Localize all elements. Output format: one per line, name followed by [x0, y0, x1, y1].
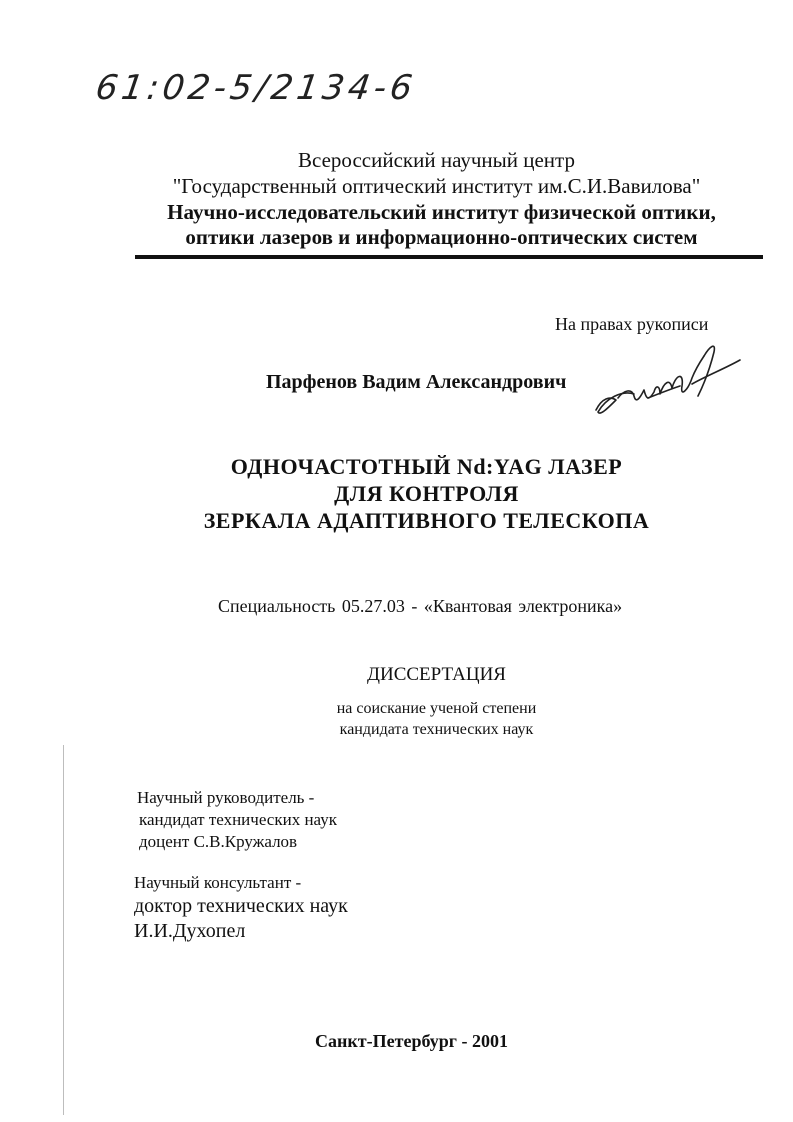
specialty-line: Специальность 05.27.03 - «Квантовая электроника»	[218, 596, 623, 616]
institute-name-line-2: оптики лазеров и информационно-оптических систем	[185, 225, 698, 249]
institution-line-1: Всероссийский научный центр	[298, 148, 575, 172]
dissertation-title-line-3: ЗЕРКАЛА АДАПТИВНОГО ТЕЛЕСКОПА	[203, 508, 650, 533]
dissertation-label: ДИССЕРТАЦИЯ	[367, 664, 506, 685]
consultant-name: И.И.Духопел	[134, 920, 246, 942]
author-name: Парфенов Вадим Александрович	[266, 371, 567, 393]
scan-edge-line	[63, 745, 64, 1115]
institute-name-line-1: Научно-исследовательский институт физической оптики,	[167, 200, 716, 224]
dissertation-title-line-2: ДЛЯ КОНТРОЛЯ	[334, 481, 519, 506]
dissertation-title-line-1: ОДНОЧАСТОТНЫЙ Nd:YAG ЛАЗЕР	[230, 454, 623, 479]
consultant-role: Научный консультант -	[134, 873, 302, 892]
supervisor-name: доцент С.В.Кружалов	[139, 832, 298, 851]
manuscript-note: На правах рукописи	[555, 314, 709, 334]
institution-line-2: "Государственный оптический институт им.С.И.Вавилова"	[172, 174, 701, 198]
degree-line-2: кандидата технических наук	[339, 721, 534, 738]
header-divider	[135, 255, 763, 259]
consultant-degree: доктор технических наук	[134, 895, 348, 917]
archive-code: 61:02-5/2134-6	[93, 68, 419, 108]
signature-icon	[588, 338, 748, 428]
supervisor-degree: кандидат технических наук	[139, 810, 337, 829]
degree-line-1: на соискание ученой степени	[336, 700, 537, 717]
supervisor-role: Научный руководитель -	[137, 788, 315, 807]
city-year: Санкт-Петербург - 2001	[315, 1031, 508, 1051]
